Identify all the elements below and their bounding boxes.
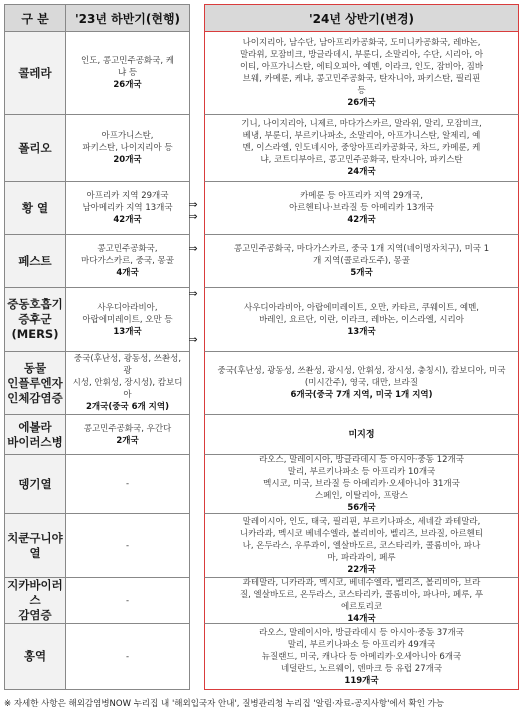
current-countries — [66, 415, 190, 455]
changed-line: 아르헨티나·브라질 등 아메리카 13개국 — [289, 203, 434, 213]
changed-line: 말리, 부르키나파소 등 아프리카 49개국 — [287, 639, 436, 650]
infectious-disease-table — [4, 4, 519, 690]
changed-count: 5개국 — [350, 268, 373, 278]
changed-line: (미시간주), 영국, 대만, 브라질 — [304, 378, 419, 388]
current-count: 4개국 — [116, 268, 139, 278]
disease-name-line: 뎅기열 — [18, 476, 52, 491]
disease-name — [4, 115, 66, 182]
changed-line: 과테말라, 니카라과, 멕시코, 베네수엘라, 벨리즈, 볼리비아, 브라 — [242, 577, 481, 588]
disease-name — [4, 235, 66, 288]
disease-name — [4, 32, 66, 115]
right-arrow-icon: ⇒ — [188, 242, 198, 255]
changed-countries — [204, 115, 519, 182]
disease-name — [4, 288, 66, 352]
changed-line: 말레이시아, 인도, 태국, 필리핀, 부르키나파소, 세네갈 과테말라, — [242, 516, 481, 527]
changed-count: 14개국 — [347, 613, 376, 624]
changed-count: 6개국(중국 7개 지역, 미국 1개 지역) — [290, 390, 433, 400]
changed-countries — [204, 182, 519, 235]
current-line: 남아메리카 지역 13개국 — [82, 203, 173, 213]
current-line: 중국(후난성, 광동성, 쓰촨성, 광 — [73, 354, 182, 376]
right-arrow-icon: ⇒ — [188, 198, 198, 211]
right-arrow-icon: ⇒ — [188, 210, 198, 223]
current-countries — [66, 514, 190, 578]
current-line: 사우디아라비아, — [97, 302, 158, 313]
current-countries — [66, 455, 190, 514]
changed-countries — [204, 455, 519, 514]
current-countries — [66, 624, 190, 690]
current-countries — [66, 32, 190, 115]
table-row — [4, 514, 519, 578]
changed-line: 질, 엘살바도르, 온두라스, 코스타리카, 콜롬비아, 파나마, 페루, 푸 — [239, 589, 484, 600]
disease-name — [4, 514, 66, 578]
disease-name-line: 콜레라 — [18, 65, 52, 80]
disease-name-line: 중동호흡기 — [7, 297, 63, 311]
changed-line: 에르토리코 — [340, 601, 383, 612]
disease-name-line: 바이러스병 — [7, 434, 63, 449]
changed-line: 라오스, 말레이시아, 방글라데시 등 아시아·중동 12개국 — [259, 455, 464, 465]
table-row — [4, 455, 519, 514]
footnote: ※ 자세한 사항은 해외감염병NOW 누리집 내 '해외입국자 안내', 질병관리청 누리집 '알림·자료-공지사항'에서 확인 가능 — [4, 699, 445, 709]
table-row — [4, 578, 519, 624]
current-count: 20개국 — [113, 155, 142, 165]
changed-count: 42개국 — [347, 215, 376, 225]
changed-countries — [204, 514, 519, 578]
changed-line: 기니, 나이지리아, 니제르, 마다가스카르, 말라위, 말리, 모잠비크, — [241, 119, 482, 129]
changed-line: 마, 파라과이, 페루 — [327, 552, 396, 563]
current-countries — [66, 235, 190, 288]
current-line: 인도, 콩고민주공화국, 케 — [81, 56, 174, 66]
current-line: - — [125, 595, 130, 606]
changed-count: 119개국 — [344, 675, 379, 686]
changed-count: 26개국 — [347, 98, 376, 108]
changed-line: 사우디아라비아, 아랍에미레이트, 오만, 카타르, 쿠웨이트, 예멘, — [244, 302, 479, 313]
disease-name-line: 에볼라 — [18, 419, 52, 434]
current-count: 26개국 — [113, 80, 142, 90]
changed-count: 미지정 — [348, 429, 375, 440]
changed-line: 말리, 부르키나파소 등 아프리카 10개국 — [287, 467, 436, 477]
changed-line: 니카라과, 멕시코 베네수엘라, 볼리비아, 벨리즈, 브라질, 아르헨티 — [239, 528, 484, 539]
current-line: 마다가스카르, 중국, 몽골 — [81, 256, 174, 266]
changed-countries — [204, 352, 519, 415]
current-count: 42개국 — [113, 215, 142, 225]
changed-countries — [204, 32, 519, 115]
disease-name — [4, 578, 66, 624]
changed-line: 등 — [357, 86, 366, 96]
changed-countries — [204, 578, 519, 624]
changed-line: 중국(후난성, 광동성, 쓰촨성, 광시성, 안휘성, 장시성, 충칭시), 캄보디아, 미국 — [217, 366, 506, 376]
current-countries — [66, 578, 190, 624]
changed-count: 24개국 — [347, 167, 376, 177]
table-row — [4, 352, 519, 415]
changed-line: 말라위, 모잠비크, 방글라데시, 부룬디, 소말리아, 수단, 시리아, 아 — [239, 50, 484, 60]
changed-line: 네덜란드, 노르웨이, 덴마크 등 유럽 27개국 — [280, 663, 443, 674]
current-line: 파키스탄, 나이지리아 등 — [82, 143, 173, 153]
current-count: 2개국 — [116, 435, 139, 446]
current-line: 콩고민주공화국, — [97, 244, 158, 254]
disease-name-line: 인플루엔자 — [7, 375, 63, 390]
current-count: 13개국 — [113, 326, 142, 337]
disease-name-line: 동물 — [23, 360, 47, 375]
current-line: 콩고민주공화국, 우간다 — [83, 423, 172, 434]
current-line: 아프가니스탄, — [101, 131, 154, 141]
changed-line: 멕시코, 미국, 브라질 등 아메리카·오세아니아 31개국 — [263, 479, 460, 489]
table-row — [4, 182, 519, 235]
changed-line: 뉴질랜드, 미국, 캐나다 등 아메리카·오세아니아 6개국 — [261, 651, 462, 662]
disease-name-line: 폴리오 — [18, 140, 52, 155]
table-row — [4, 415, 519, 455]
disease-name-line: 페스트 — [18, 253, 52, 268]
current-line: 아프리카 지역 29개국 — [86, 191, 169, 201]
current-countries — [66, 182, 190, 235]
changed-countries — [204, 288, 519, 352]
right-arrow-icon: ⇒ — [188, 333, 198, 346]
disease-name-line: (MERS) — [11, 327, 59, 341]
changed-line: 냐, 코트디부아르, 콩고민주공화국, 탄자니아, 파키스탄 — [260, 155, 463, 165]
current-line: - — [125, 540, 130, 551]
table-row — [4, 624, 519, 690]
changed-line: 멘, 이스라엘, 인도네시아, 중앙아프리카공화국, 차드, 카메룬, 케 — [242, 143, 481, 153]
current-line: 아 — [123, 390, 132, 400]
current-count: 2개국(중국 6개 지역) — [86, 402, 169, 412]
changed-count: 22개국 — [347, 564, 376, 575]
changed-line: 콩고민주공화국, 마다가스카르, 중국 1개 지역(네이멍자치구), 미국 1 — [233, 244, 490, 254]
table-row — [4, 235, 519, 288]
changed-line: 스페인, 이탈리아, 프랑스 — [315, 491, 408, 501]
changed-countries — [204, 415, 519, 455]
current-line: - — [125, 651, 130, 662]
current-countries — [66, 115, 190, 182]
current-countries — [66, 352, 190, 415]
table-row — [4, 32, 519, 115]
right-arrow-icon: ⇒ — [188, 287, 198, 300]
disease-name-line: 치쿤구니야열 — [7, 530, 63, 560]
disease-name-line: 인체감염증 — [7, 390, 63, 405]
disease-name — [4, 352, 66, 415]
current-line: 아랍에미레이트, 오만 등 — [82, 314, 173, 325]
disease-name — [4, 624, 66, 690]
changed-line: 나, 온두라스, 우루과이, 엘살바도르, 코스타리카, 콜롬비아, 파나 — [242, 540, 481, 551]
changed-line: 나이지리아, 남수단, 남아프리카공화국, 도미니카공화국, 레바논, — [242, 38, 481, 48]
changed-line: 이티, 아프가니스탄, 에티오피아, 예멘, 이라크, 인도, 잠비아, 짐바 — [239, 62, 484, 72]
disease-name-line: 홍역 — [23, 649, 47, 663]
current-line: - — [125, 479, 130, 489]
changed-count: 13개국 — [347, 326, 376, 337]
changed-line: 카메룬 등 아프리카 지역 29개국, — [300, 191, 423, 201]
changed-count: 56개국 — [347, 503, 376, 513]
header-current: '23년 하반기(현행) — [66, 4, 190, 32]
current-countries — [66, 288, 190, 352]
disease-name-line: 증후군 — [18, 312, 52, 326]
disease-name — [4, 415, 66, 455]
changed-countries — [204, 235, 519, 288]
disease-name-line: 황 열 — [21, 200, 49, 215]
disease-name-line: 감염증 — [18, 608, 52, 622]
changed-line: 브웨, 카메룬, 케냐, 콩고민주공화국, 탄자니아, 파키스탄, 필리핀 — [242, 74, 481, 84]
changed-countries — [204, 624, 519, 690]
header-category: 구 분 — [4, 4, 66, 32]
table-row — [4, 115, 519, 182]
changed-line: 라오스, 말레이시아, 방글라데시 등 아시아·중동 37개국 — [259, 627, 464, 638]
current-line: 냐 등 — [117, 68, 138, 78]
header-changed: '24년 상반기(변경) — [204, 4, 519, 32]
current-line: 시성, 안휘성, 장시성), 캄보디 — [72, 378, 183, 388]
changed-line: 베냉, 부룬디, 부르키나파소, 소말리아, 아프가니스탄, 알제리, 예 — [242, 131, 481, 141]
table-row — [4, 288, 519, 352]
disease-name — [4, 182, 66, 235]
disease-name-line: 지카바이러스 — [7, 578, 63, 607]
changed-line: 바레인, 요르단, 이란, 이라크, 레바논, 이스라엘, 시리아 — [259, 314, 464, 325]
disease-name — [4, 455, 66, 514]
changed-line: 개 지역(콜로라도주), 몽골 — [313, 256, 410, 266]
